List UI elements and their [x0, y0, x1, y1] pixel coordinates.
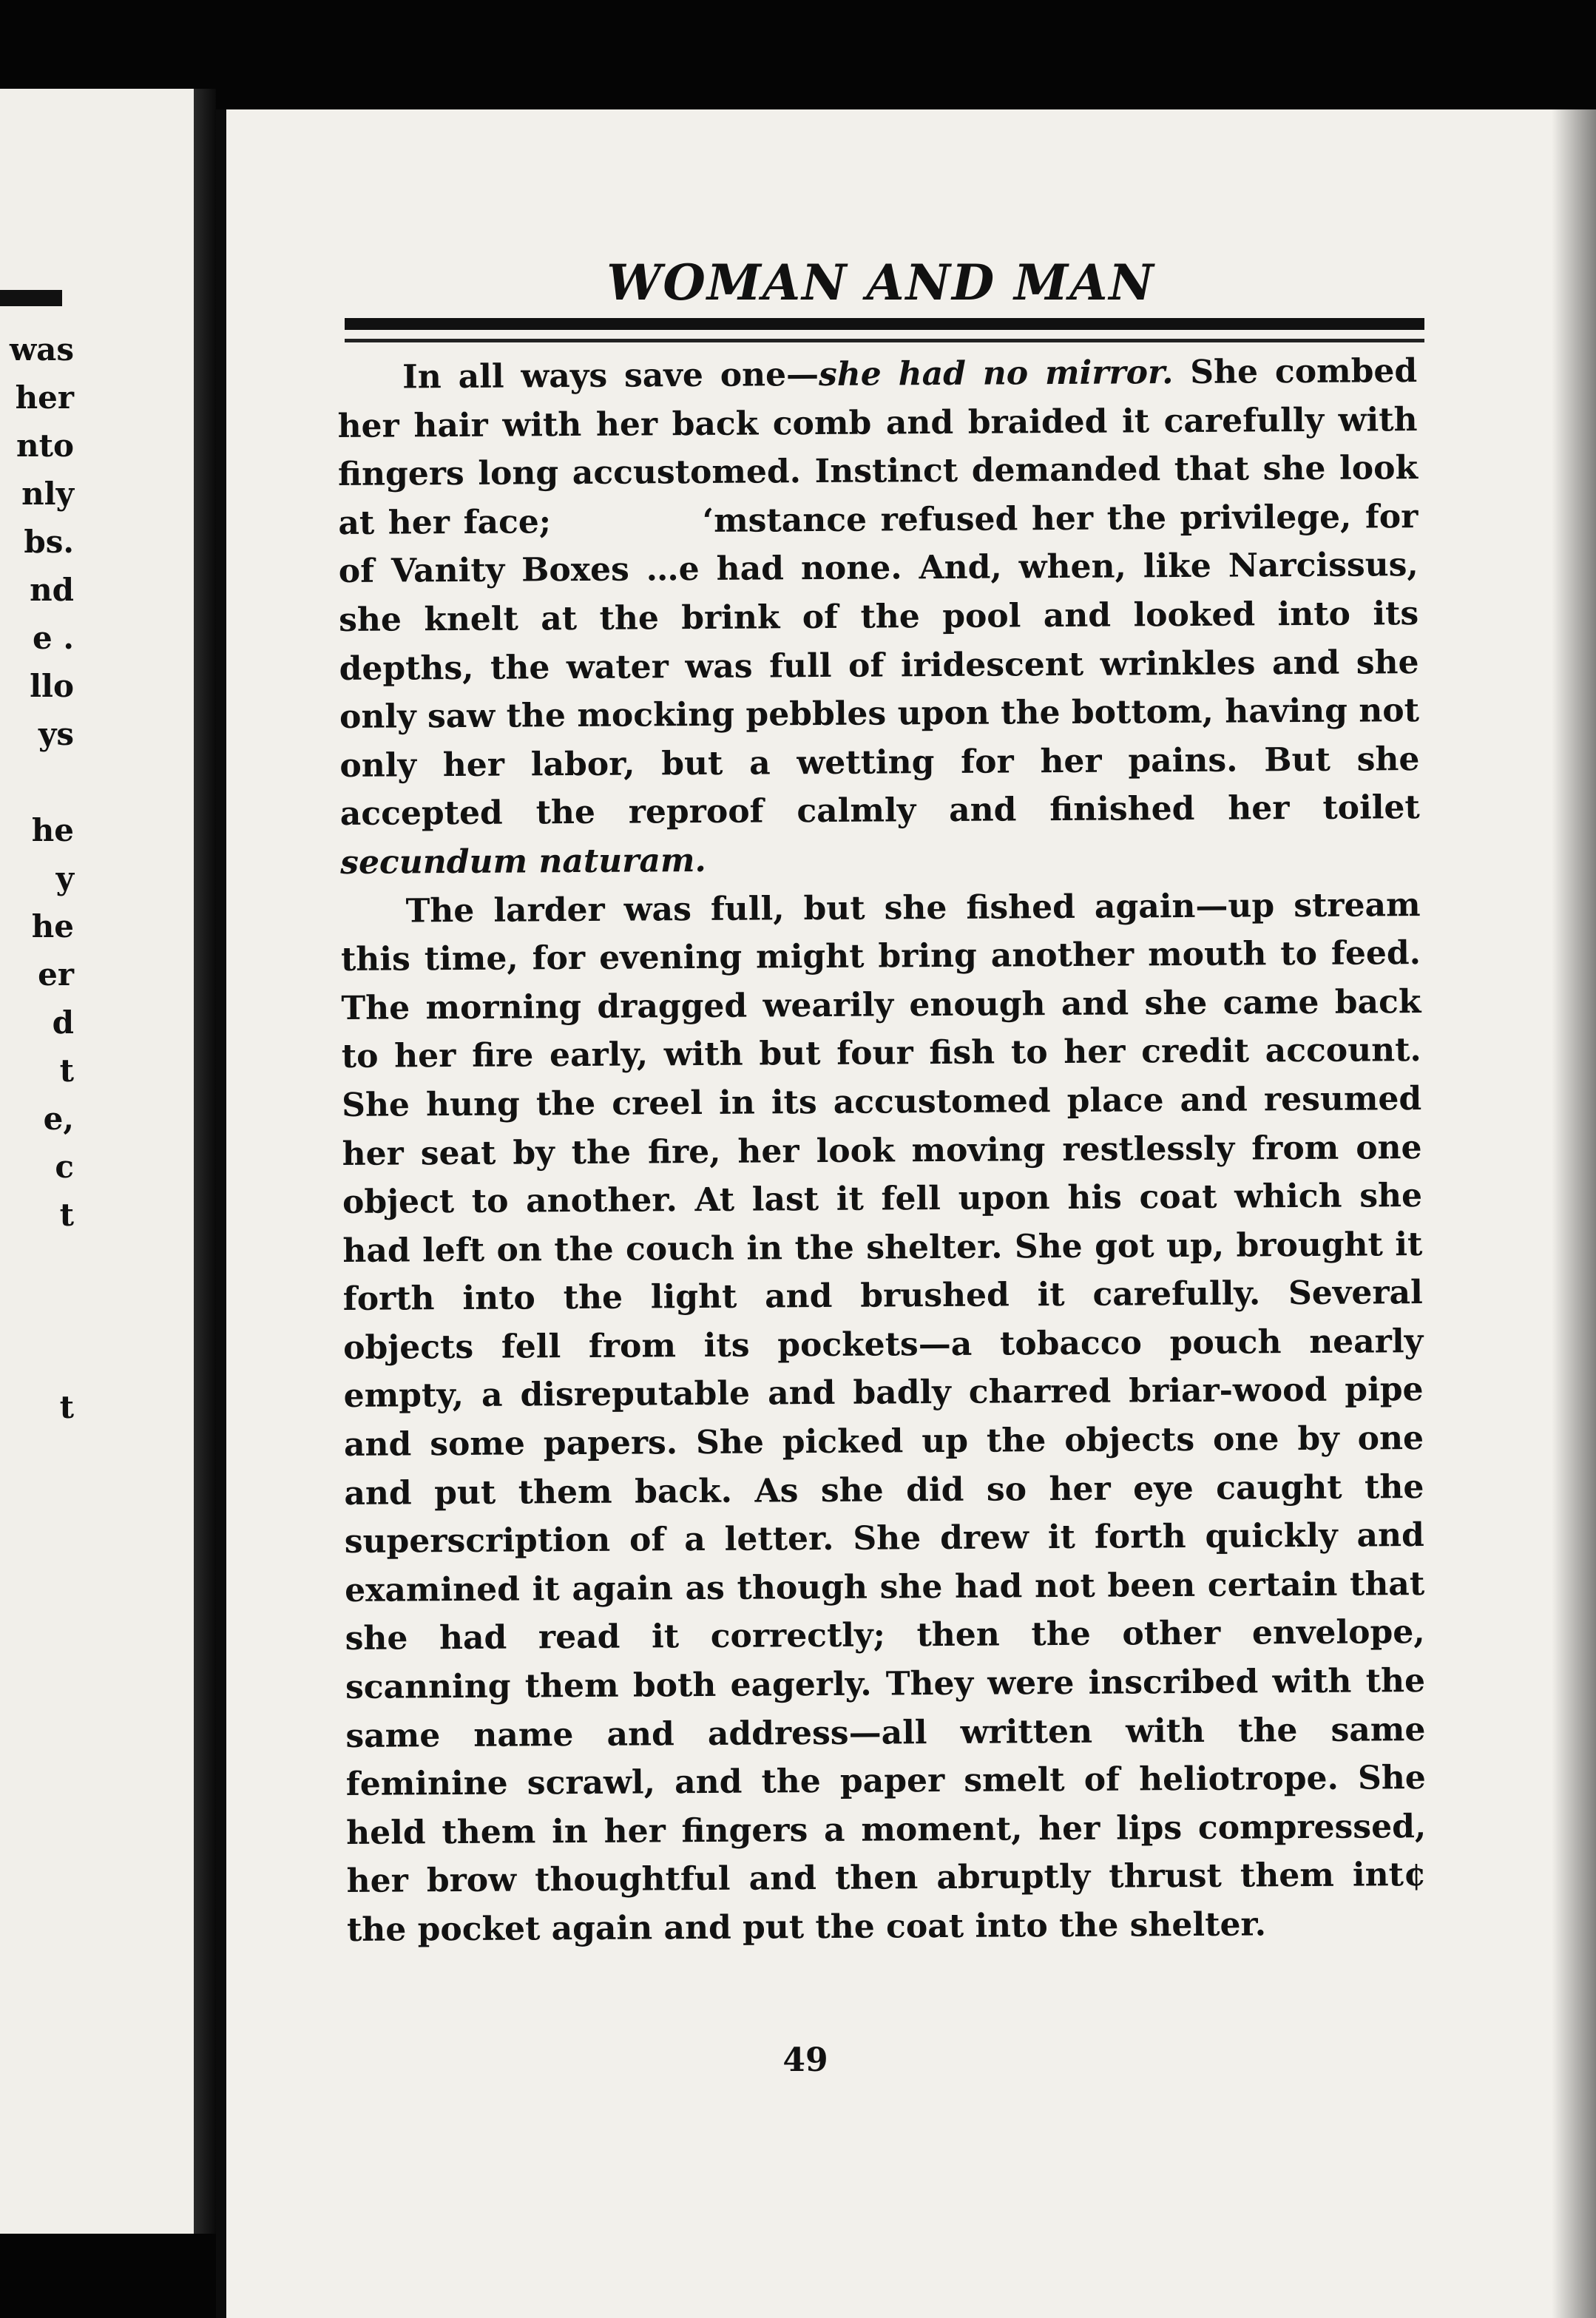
- left-page-fragment: t: [59, 1389, 74, 1425]
- left-page-fragment: was: [9, 331, 74, 368]
- right-page: [216, 109, 1596, 2318]
- right-page-edge-shadow: [1552, 109, 1596, 2318]
- left-page-fragment: e .: [33, 620, 74, 656]
- left-page-fragment: c: [55, 1149, 74, 1185]
- left-page-fragment: nd: [30, 572, 74, 608]
- paragraph-1-text-a: In all ways save one—: [402, 356, 819, 396]
- left-page-fragment: her: [15, 379, 74, 416]
- header-rule-thin: [345, 339, 1424, 342]
- running-header: WOMAN AND MAN: [606, 254, 1155, 311]
- left-page-fragment: [0, 758, 74, 806]
- paragraph-1-text-b: She combed her hair with her back comb and braided it carefully with fingers long accustomed. Instinct demanded that she look at her face;: [337, 352, 1419, 542]
- left-page-fragment: [0, 1527, 74, 1575]
- left-page-fragment: [0, 1479, 74, 1527]
- left-page-fragment: t: [59, 1052, 74, 1089]
- header-rule-thick: [345, 318, 1424, 330]
- left-page-rule: [0, 290, 62, 306]
- paragraph-1-italic-a: she had no mirror.: [818, 354, 1174, 394]
- paragraph-1-text-c: ʻmstance refused her the privilege, for of Vanity Boxes …e had none. And, when, like Narcissus, she knelt at the brink of the pool and looked into its depths, the water was full of iridescent wrinkles and she only saw the mocking pebbles upon the bottom, having not only her labor, but a wetting for her pains. But she accepted the reproof calmly and finished her toilet: [338, 497, 1420, 834]
- left-page-fragment: e,: [43, 1101, 74, 1137]
- left-page-fragment: [0, 1335, 74, 1383]
- left-page-fragment: [0, 1431, 74, 1479]
- left-page-fragment: he: [31, 812, 74, 848]
- page-number: 49: [782, 2041, 828, 2079]
- left-page-fragment: [0, 1287, 74, 1335]
- left-page-text-fragments: [0, 325, 74, 1575]
- left-page-fragment: he: [31, 908, 74, 945]
- left-page-fragment: ys: [38, 716, 74, 752]
- paragraph-1: [337, 347, 1420, 887]
- left-page-fragment: y: [55, 860, 74, 896]
- page-body: [337, 347, 1427, 1954]
- left-page-fragment: er: [38, 956, 74, 993]
- left-page-fragment: d: [52, 1004, 74, 1041]
- left-page-fragment: [0, 1239, 74, 1287]
- left-page-fragment: nly: [21, 476, 74, 512]
- left-page-fragment: t: [59, 1197, 74, 1233]
- paragraph-1-italic-b: secundum naturam.: [340, 841, 706, 882]
- left-page-fragment: bs.: [24, 524, 74, 560]
- book-gutter: [194, 89, 216, 2234]
- left-page-fragment: llo: [30, 668, 74, 704]
- paragraph-2: The larder was full, but she fished again—up stream this time, for evening might bring another mouth to feed. The morning dragged wearily enough and she came back to her fire early, with but four fish to her credit account. She hung the creel in its accustomed place and resumed her seat by the fire, her look moving restlessly from one object to another. At last it fell upon his coat which she had left on the couch in the shelter. She got up, brought it forth into the light and brushed it carefully. Several objects fell from its pockets—a tobacco pouch nearly empty, a disreputable and badly charred briar-wood pipe and some papers. She picked up the objects one by one and put them back. As she did so her eye caught the superscription of a letter. She drew it forth quickly and examined it again as though she had not been certain that she had read it correctly; then the other envelope, scanning them both eagerly. They were inscribed with the same name and address—all written with the same feminine scrawl, and the paper smelt of heliotrope. She held them in her fingers a moment, her lips compressed, her brow thoughtful and then abruptly thrust them int¢ the pocket again and put the coat into the shelter.: [340, 885, 1427, 1949]
- left-page-fragment: nto: [16, 428, 74, 464]
